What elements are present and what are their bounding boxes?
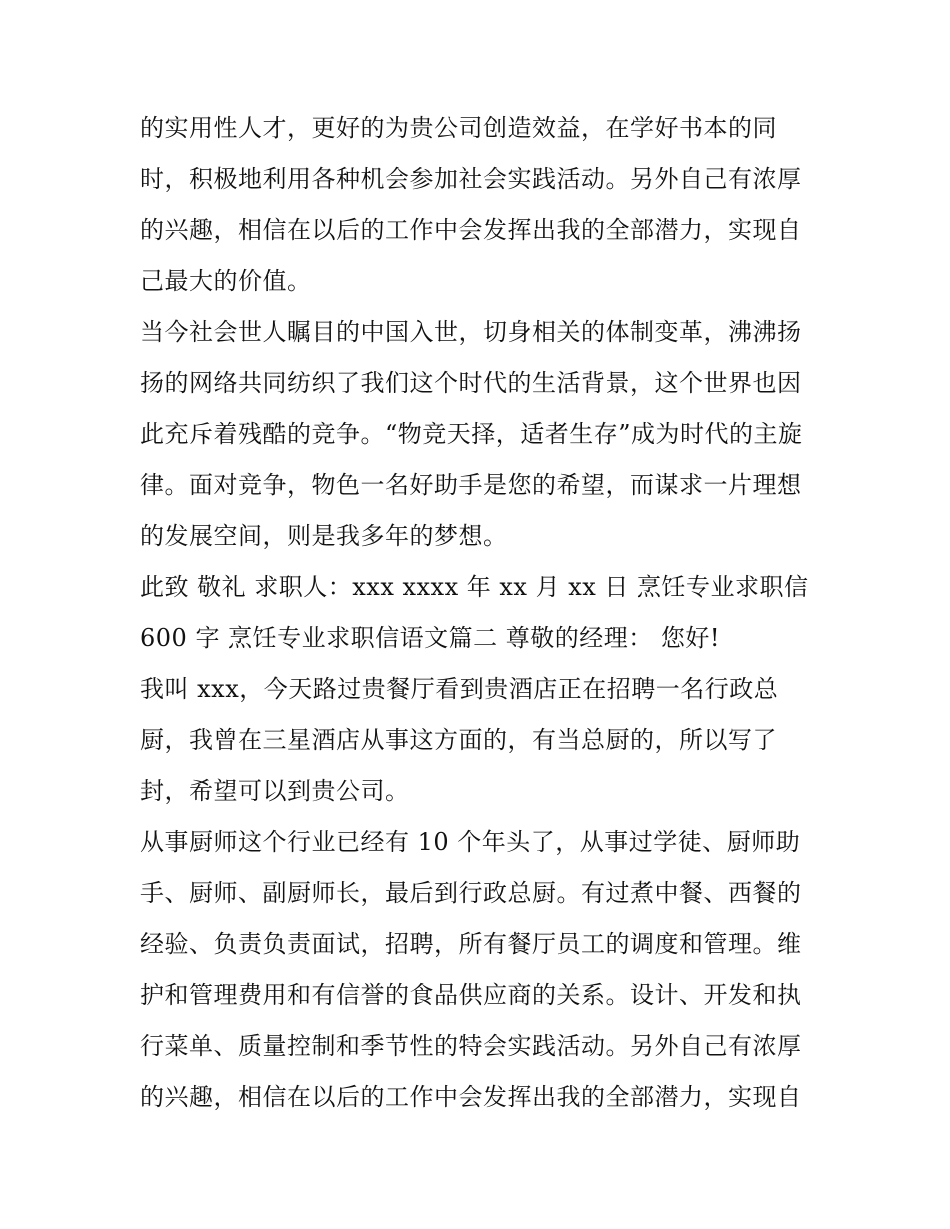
text-line: 行菜单、质量控制和季节性的特会实践活动。另外自己有浓厚 <box>140 1032 802 1060</box>
text-line: 此致 敬礼 求职人：xxx xxxx 年 xx 月 xx 日 烹饪专业求职信 <box>140 573 809 601</box>
text-line: 从事厨师这个行业已经有 10 个年头了，从事过学徒、厨师助 <box>140 828 801 856</box>
text-line: 律。面对竞争，物色一名好助手是您的希望，而谋求一片理想 <box>140 471 802 499</box>
text-line: 此充斥着残酷的竞争。“物竞天择，适者生存”成为时代的主旋 <box>140 420 803 448</box>
text-line: 扬的网络共同纺织了我们这个时代的生活背景，这个世界也因 <box>140 369 802 397</box>
text-line: 手、厨师、副厨师长，最后到行政总厨。有过煮中餐、西餐的 <box>140 879 802 907</box>
text-line: 护和管理费用和有信誉的食品供应商的关系。设计、开发和执 <box>140 981 802 1009</box>
text-line: 的兴趣，相信在以后的工作中会发挥出我的全部潜力，实现自 <box>140 216 802 244</box>
text-line: 经验、负责负责面试，招聘，所有餐厅员工的调度和管理。维 <box>140 930 802 958</box>
text-line: 的兴趣，相信在以后的工作中会发挥出我的全部潜力，实现自 <box>140 1083 802 1111</box>
text-line: 封，希望可以到贵公司。 <box>140 777 410 805</box>
text-line: 我叫 xxx，今天路过贵餐厅看到贵酒店正在招聘一名行政总 <box>140 675 779 703</box>
text-line: 的发展空间，则是我多年的梦想。 <box>140 522 508 550</box>
text-line: 时，积极地利用各种机会参加社会实践活动。另外自己有浓厚 <box>140 165 802 193</box>
text-line: 600 字 烹饪专业求职信语文篇二 尊敬的经理： 您好! <box>140 624 720 652</box>
text-line: 当今社会世人瞩目的中国入世，切身相关的体制变革，沸沸扬 <box>140 318 802 346</box>
text-line: 己最大的价值。 <box>140 267 312 295</box>
text-line: 的实用性人才，更好的为贵公司创造效益，在学好书本的同 <box>140 114 777 142</box>
text-line: 厨，我曾在三星酒店从事这方面的，有当总厨的，所以写了 <box>140 726 777 754</box>
